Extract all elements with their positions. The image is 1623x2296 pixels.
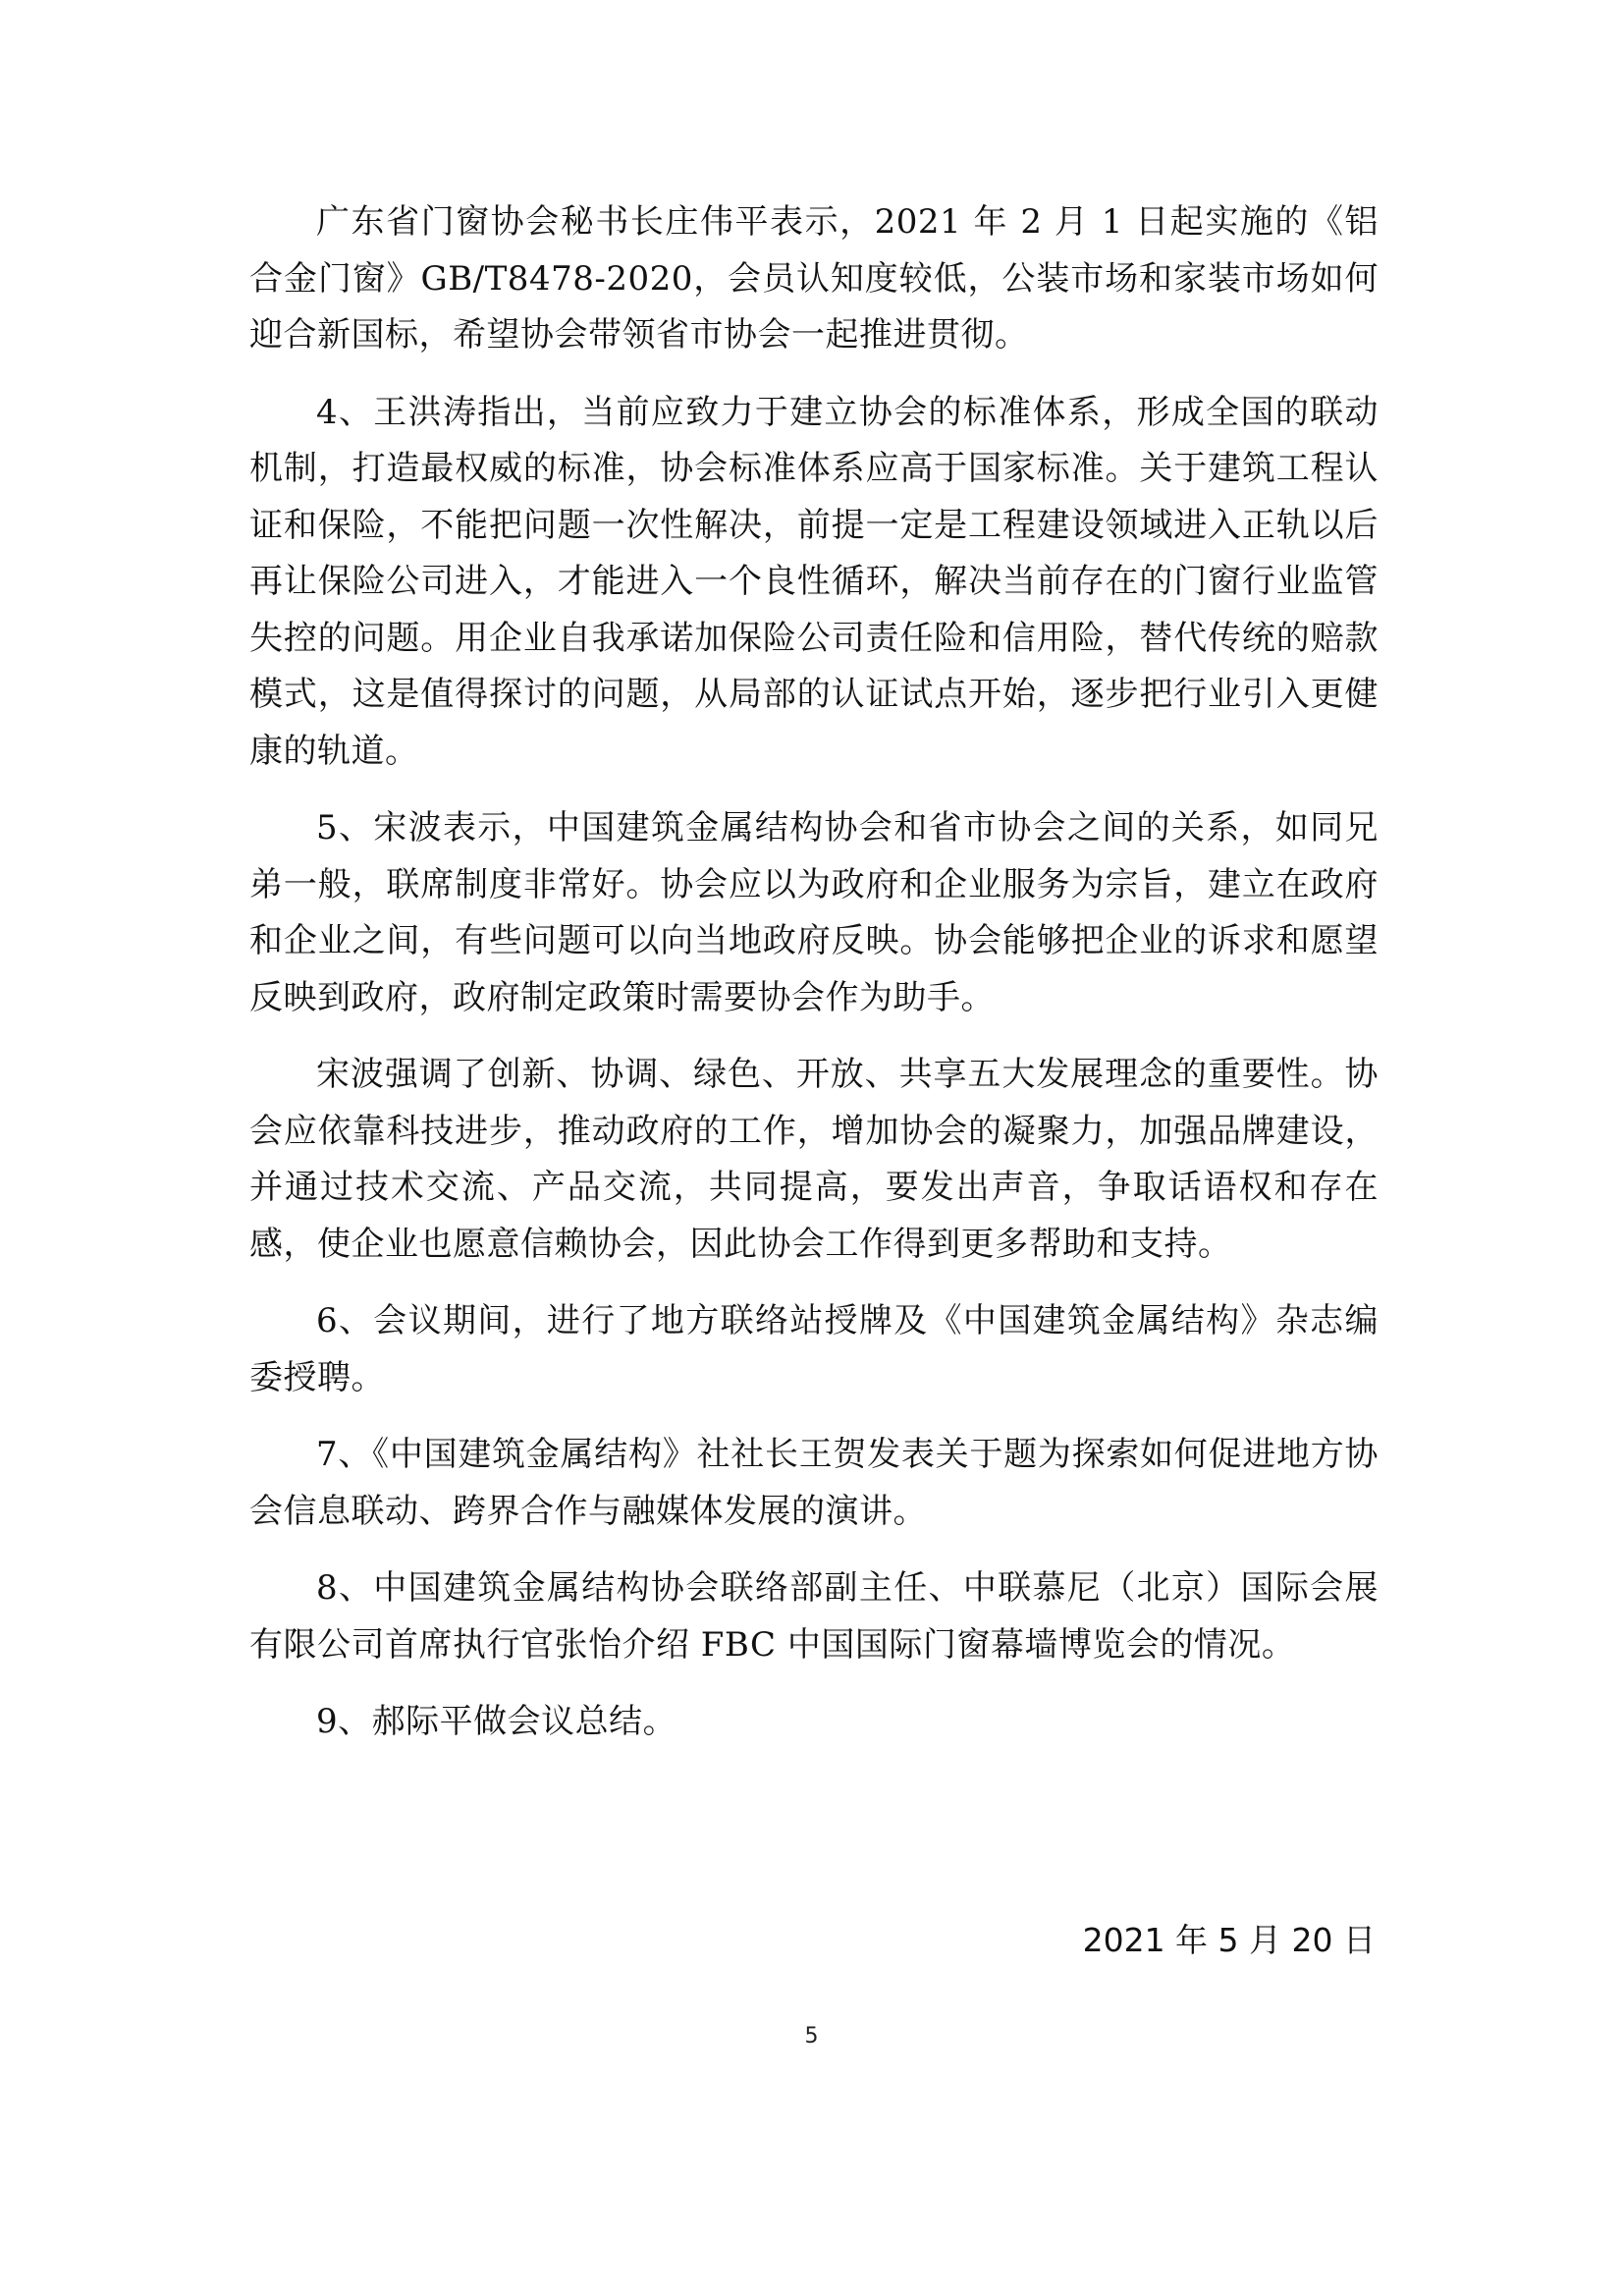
paragraph-item-5: 5、宋波表示，中国建筑金属结构协会和省市协会之间的关系，如同兄弟一般，联席制度非常好。协会应以为政府和企业服务为宗旨，建立在政府和企业之间，有些问题可以向当地政府反映。协会能够把企业的诉求和愿望反映到政府，政府制定政策时需要协会作为助手。 [249,808,1379,1017]
page-number: 5 [804,2024,819,2049]
paragraph-item-6: 6、会议期间，进行了地方联络站授牌及《中国建筑金属结构》杂志编委授聘。 [249,1301,1379,1397]
paragraph-song-bo-emphasis: 宋波强调了创新、协调、绿色、开放、共享五大发展理念的重要性。协会应依靠科技进步，推动政府的工作，增加协会的凝聚力，加强品牌建设，并通过技术交流、产品交流，共同提高，要发出声音，争取话语权和存在感，使企业也愿意信赖协会，因此协会工作得到更多帮助和支持。 [249,1055,1379,1264]
document-body [249,194,1379,1772]
paragraph-item-8: 8、中国建筑金属结构协会联络部副主任、中联慕尼（北京）国际会展有限公司首席执行官张怡介绍 FBC 中国国际门窗幕墙博览会的情况。 [249,1568,1379,1665]
paragraph-item-7: 7、《中国建筑金属结构》社社长王贺发表关于题为探索如何促进地方协会信息联动、跨界合作与融媒体发展的演讲。 [249,1435,1379,1531]
paragraph-zhuang-weiping: 广东省门窗协会秘书长庄伟平表示，2021 年 2 月 1 日起实施的《铝合金门窗》GB/T8478-2020，会员认知度较低，公装市场和家装市场如何迎合新国标，希望协会带领省市协会一起推进贯彻。 [249,202,1379,355]
document-date: 2021 年 5 月 20 日 [1082,1921,1376,1959]
paragraph-item-9: 9、郝际平做会议总结。 [316,1702,677,1741]
paragraph-item-4: 4、王洪涛指出，当前应致力于建立协会的标准体系，形成全国的联动机制，打造最权威的标准，协会标准体系应高于国家标准。关于建筑工程认证和保险，不能把问题一次性解决，前提一定是工程建设领域进入正轨以后再让保险公司进入，才能进入一个良性循环，解决当前存在的门窗行业监管失控的问题。用企业自我承诺加保险公司责任险和信用险，替代传统的赔款模式，这是值得探讨的问题，从局部的认证试点开始，逐步把行业引入更健康的轨道。 [249,392,1379,771]
